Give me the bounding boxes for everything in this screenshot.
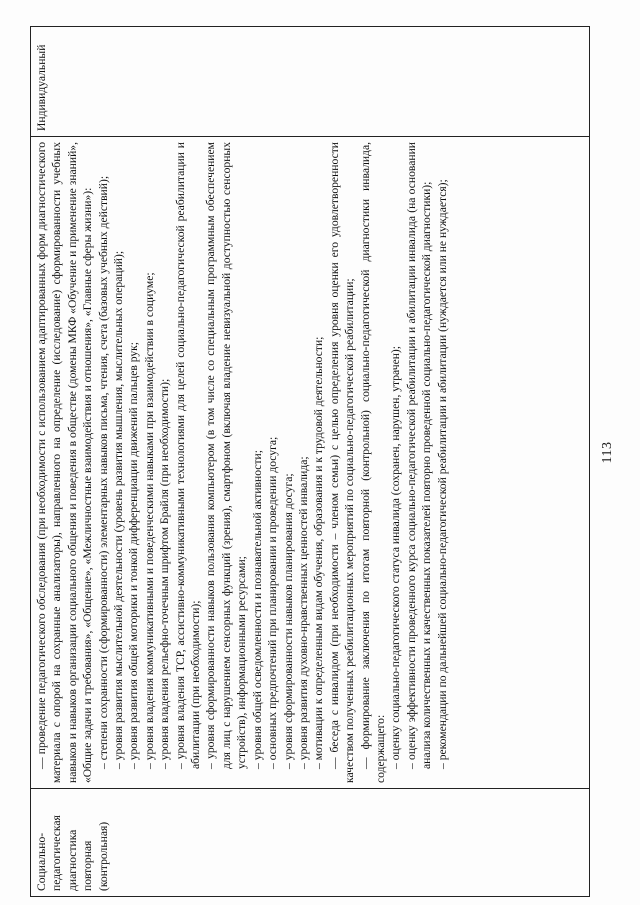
content-subitem: – рекомендации по дальнейшей социально-педагогической реабилитации и абилитации (нуждается или не нуждается);	[435, 179, 449, 769]
content-subitem: – степени сохранности (сформированности) элементарных навыков письма, чтения, счета (базовых учебных действий);	[96, 175, 110, 769]
content-subitem: – уровня владения ТСР, ассистивно-коммуникативными технологиями для целей социально-педагогической реабилитации и абилитации (при необходимости);	[173, 142, 203, 769]
procedure-table	[30, 26, 590, 897]
content-subitem: – уровня развития мыслительной деятельности (уровень развития мышления, мыслительных операций);	[112, 250, 126, 769]
content-item: — формирование заключения по итогам повторной (контрольной) социально-педагогической диагностики инвалида, содержащего:	[358, 142, 387, 783]
content-list	[34, 142, 450, 783]
content-cell	[31, 137, 590, 789]
content-subitem: – уровня владения коммуникативными и поведенческими навыками при взаимодействии в социуме;	[142, 272, 156, 769]
content-subitem: – мотивации к определенным видам обучения, образования и к трудовой деятельности;	[312, 336, 326, 769]
content-subitem: – уровня сформированности навыков планирования досуга;	[281, 473, 295, 769]
content-subitem: – основных предпочтений при планировании и проведении досуга;	[266, 436, 280, 769]
form-cell: Индивидуальный	[31, 27, 590, 137]
content-item: — проведение педагогического обследования (при необходимости с использованием адаптированных форм диагностического материала с опорой на сохранные анализаторы), направленного на определение (исследование) сформированности учебных навыков и навыков организации социального общения и поведения в обществе (домены МКФ «Обучение и применение знаний», «Общие задачи и требования», «Общение», «Межличностные взаимодействия и отношения», «Главные сферы жизни»):	[35, 142, 95, 783]
content-subitem: – оценку эффективности проведенного курса социально-педагогической реабилитации и абилитации инвалида (на основании анализа количественных и качественных показателей повторно проведенной социально-педагогической диагностики);	[404, 142, 434, 769]
content-subitem: – уровня развития духовно-нравственных ценностей инвалида;	[296, 456, 310, 769]
content-subitem: – уровня владения рельефно-точечным шрифтом Брайля (при необходимости);	[158, 378, 172, 769]
content-item: — беседа с инвалидом (при необходимости – членом семьи) с целью определения уровня оценки его удовлетворенности качеством полученных реабилитационных мероприятий по социально-педагогической реабилитации;	[327, 142, 357, 783]
table-row	[31, 27, 590, 897]
content-subitem: – уровня сформированности навыков пользования компьютером (в том числе со специальным программным обеспечением для лиц с нарушением сенсорных функций (зрения), смартфоном (включая владение невизуальной доступностью сенсорных устройств), информационными ресурсами;	[204, 142, 249, 769]
stage-cell: Социально-педагогическая диагностика повторная (контрольная)	[31, 789, 590, 897]
content-subitem: – оценку социально-педагогического статуса инвалида (сохранен, нарушен, утрачен);	[389, 346, 403, 769]
content-subitem: – уровня развития общей моторики и тонкой дифференциации движений пальцев рук;	[127, 341, 141, 769]
page-number: 113	[600, 441, 615, 464]
content-subitem: – уровня общей осведомленности и познавательной активности;	[250, 450, 264, 769]
